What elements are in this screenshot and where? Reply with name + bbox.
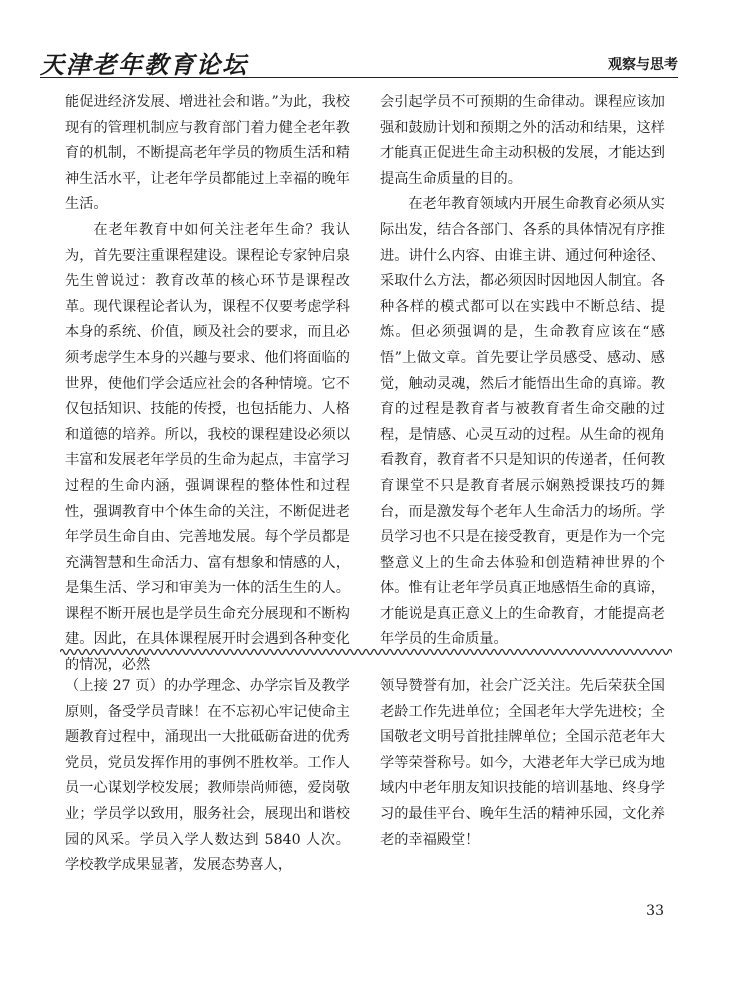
masthead-logo: 天津老年教育论坛 [40,50,248,79]
paragraph: 在老年教育领域内开展生命教育必须从实际出发，结合各部门、各系的具体情况有序推进。讲什么内容、由谁主讲、通过何种途径、采取什么方法，都必须因时因地因人制宜。各种各样的模式都可以在实践中不断总结、提炼。但必须强调的是，生命教育应该在“感悟”上做文章。首先要让学员感受、感动、感觉，触动灵魂，然后才能悟出生命的真谛。教育的过程是教育者与被教育者生命交融的过程，是情感、心灵互动的过程。从生命的视角看教育，教育者不只是知识的传递者，任何教育课堂不只是教育者展示娴熟授课技巧的舞台，而是激发每个老年人生命活力的场所。学员学习也不只是在接受教育，更是作为一个完整意义上的生命去体验和创造精神世界的个体。惟有让老年学员真正地感悟生命的真谛，才能说是真正意义上的生命教育，才能提高老年学员的生命质量。 [380,196,665,648]
section-label: 观察与思考 [608,57,678,73]
page-number: 33 [646,903,664,919]
header-rule [40,77,678,78]
paragraph: 在老年教育中如何关注老年生命？我认为，首先要注重课程建设。课程论专家钟启泉先生曾说过：教育改革的核心环节是课程改革。现代课程论者认为，课程不仅要考虑学科本身的系统、价值，顾及社会的要求，而且必须考虑学生本身的兴趣与要求、他们将面临的世界，使他们学会适应社会的各种情境。它不仅包括知识、技能的传授，也包括能力、人格和道德的培养。所以，我校的课程建设必须以丰富和发展老年学员的生命为起点，丰富学习过程的生命内涵，强调课程的整体性和过程性，强调教育中个体生命的关注，不断促进老年学员生命自由、完善地发展。每个学员都是充满智慧和生命活力、富有想象和情感的人，是集生活、学习和审美为一体的活生生的人。课程不断开展也是学员生命充分展现和不断构建。因此，在具体课程展开时会遇到各种变化的情况，必然 [65,221,350,674]
paragraph: 会引起学员不可预期的生命律动。课程应该加强和鼓励计划和预期之外的活动和结果，这样才能真正促进生命主动积极的发展，才能达到提高生命质量的目的。 [380,94,665,187]
article-lower-left-column [65,674,350,879]
article-upper-left-column [65,90,350,679]
paragraph: 能促进经济发展、增进社会和谐。”为此，我校现有的管理机制应与教育部门着力健全老年教育的机制，不断提高老年学员的物质生活和精神生活水平，让老年学员都能过上幸福的晚年生活。 [65,94,350,213]
wave-divider [60,647,672,657]
paragraph: 领导赞誉有加，社会广泛关注。先后荣获全国老龄工作先进单位；全国老年大学先进校；全国敬老文明号首批挂牌单位；全国示范老年大学等荣誉称号。如今，大港老年大学已成为地域内中老年朋友知识技能的培训基地、终身学习的最佳平台、晚年生活的精神乐园，文化养老的幸福殿堂！ [380,678,665,848]
paragraph: （上接 27 页）的办学理念、办学宗旨及教学原则，备受学员青睐！在不忘初心牢记使命主题教育过程中，涌现出一大批砥砺奋进的优秀党员，党员发挥作用的事例不胜枚举。工作人员一心谋划学校发展；教师崇尚师德，爱岗敬业；学员学以致用，服务社会，展现出和谐校园的风采。学员入学人数达到 5840 人次。学校教学成果显著，发展态势喜人， [65,678,350,874]
article-upper-right-column [380,90,665,653]
article-lower-right-column [380,674,665,853]
